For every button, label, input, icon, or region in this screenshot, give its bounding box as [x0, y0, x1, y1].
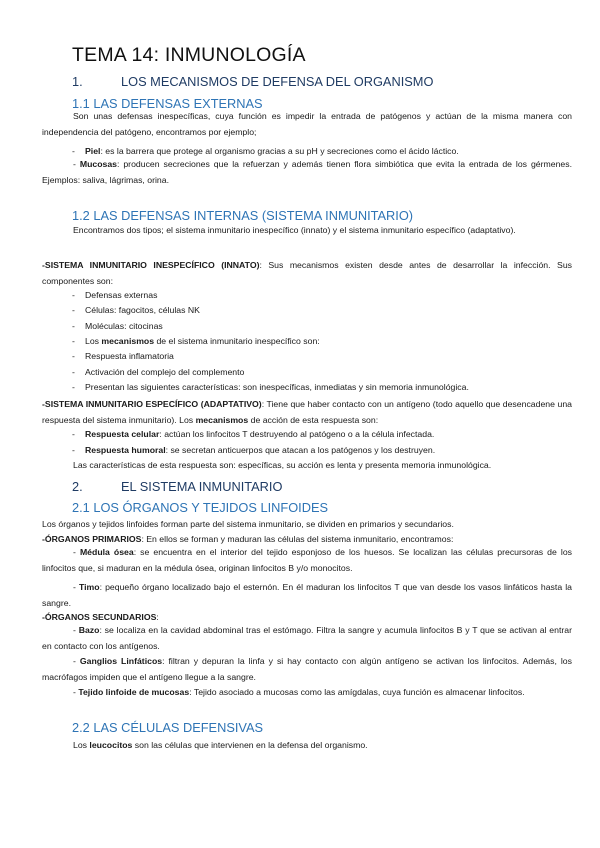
term-text: : Sus mecanismos existen desde antes de desarrollar la infección. Sus componentes son:	[42, 260, 572, 286]
section-2-heading	[72, 479, 282, 494]
term: Mucosas	[79, 159, 118, 169]
list-item-piel: - Piel: es la barrera que protege al organismo gracias a su pH y secreciones como el ácido láctico.	[72, 146, 459, 156]
list-item: - Células: fagocitos, células NK	[72, 305, 200, 315]
term-text: : producen secreciones que la refuerzan y además tienen flora simbiótica que evita la entrada de los gérmenes. Ejemplos: saliva, lágrimas, orina.	[42, 159, 572, 185]
innato-paragraph	[42, 258, 572, 289]
term: -SISTEMA INMUNITARIO INESPECÍFICO (INNATO)	[42, 260, 260, 270]
adaptativo-paragraph: -SISTEMA INMUNITARIO ESPECÍFICO (ADAPTATIVO): Tiene que haber contacto con un antígeno (todo aquello que desencadene una respuesta del sistema inmunitario). Los mecanismos de acción de esta respuesta son:	[42, 399, 572, 425]
subsection-1-2-heading: 1.2 LAS DEFENSAS INTERNAS (SISTEMA INMUNITARIO)	[72, 208, 414, 223]
list-item: - Defensas externas	[72, 290, 158, 300]
list-item: - Activación del complejo del complemento	[72, 367, 245, 377]
term: -SISTEMA INMUNITARIO ESPECÍFICO (ADAPTATIVO)	[42, 399, 262, 409]
list-item: - Moléculas: citocinas	[72, 321, 163, 331]
organos-secundarios-line: -ÓRGANOS SECUNDARIOS:	[42, 612, 159, 622]
organos-intro: Los órganos y tejidos linfoides forman parte del sistema inmunitario, se dividen en primarios y secundarios.	[42, 519, 454, 529]
organos-primarios-line: -ÓRGANOS PRIMARIOS: En ellos se forman y maduran las células del sistema inmunitario, encontramos:	[42, 534, 454, 544]
section-1-heading	[72, 74, 433, 89]
medula-osea-paragraph: - Médula ósea: se encuentra en el interior del tejido esponjoso de los huesos. Se localizan las células precursoras de los linfocitos que, si maduran en la médula ósea, originan linfocitos B y/o monocitos.	[42, 547, 572, 573]
ganglios-paragraph: - Ganglios Linfáticos: filtran y depuran la linfa y si hay contacto con algún antígeno se activan los linfocitos. Además, los macrófagos impiden que el antígeno llegue a la sangre.	[42, 656, 572, 682]
section-title: LOS MECANISMOS DE DEFENSA DEL ORGANISMO	[121, 74, 434, 89]
caracteristicas-line: Las características de esta respuesta son: específicas, su acción es lenta y presenta memoria inmunológica.	[73, 460, 492, 470]
subsection-2-1-heading: 2.1 LOS ÓRGANOS Y TEJIDOS LINFOIDES	[72, 500, 329, 515]
list-item-mucosas: - Mucosas: producen secreciones que la refuerzan y además tienen flora simbiótica que evita la entrada de los gérmenes. Ejemplos: saliva, lágrimas, orina.	[42, 159, 572, 185]
celulas-defensivas-line: Los leucocitos son las células que intervienen en la defensa del organismo.	[73, 740, 368, 750]
defensas-externas-intro: Son unas defensas inespecíficas, cuya función es impedir la entrada de patógenos y actúan de la misma manera con independencia del patógeno, encontramos por ejemplo;	[42, 111, 572, 137]
tejido-linfoide-paragraph: - Tejido linfoide de mucosas: Tejido asociado a mucosas como las amígdalas, cuya función es almacenar linfocitos.	[73, 687, 525, 697]
term: Piel	[85, 146, 101, 156]
list-item-respuesta-celular: - Respuesta celular: actúan los linfocitos T destruyendo al patógeno o a la célula infectada.	[72, 429, 435, 439]
list-item: - Presentan las siguientes características: son inespecíficas, inmediatas y sin memoria inmunológica.	[72, 382, 469, 392]
subsection-2-2-heading: 2.2 LAS CÉLULAS DEFENSIVAS	[72, 720, 264, 735]
bazo-paragraph: - Bazo: se localiza en la cavidad abdominal tras el estómago. Filtra la sangre y acumula linfocitos B y T que se activan al entrar en contacto con los antígenos.	[42, 625, 573, 651]
page-title: TEMA 14: INMUNOLOGÍA	[72, 44, 306, 66]
section-number: 2.	[72, 479, 83, 494]
list-item-respuesta-humoral: - Respuesta humoral: se secretan anticuerpos que atacan a los patógenos y los destruyen.	[72, 445, 436, 455]
term-text: : es la barrera que protege al organismo gracias a su pH y secreciones como el ácido láctico.	[100, 146, 459, 156]
section-title: EL SISTEMA INMUNITARIO	[121, 479, 283, 494]
subsection-1-1-heading: 1.1 LAS DEFENSAS EXTERNAS	[72, 96, 263, 111]
timo-paragraph: - Timo: pequeño órgano localizado bajo el esternón. En él maduran los linfocitos T que van desde los vasos linfáticos hasta la sangre.	[42, 582, 572, 608]
defensas-internas-intro: Encontramos dos tipos; el sistema inmunitario inespecífico (innato) y el sistema inmunitario específico (adaptativo).	[73, 225, 516, 235]
list-item: - Los mecanismos de el sistema inmunitario inespecífico son:	[72, 336, 320, 346]
list-item: - Respuesta inflamatoria	[72, 351, 174, 361]
section-number: 1.	[72, 74, 83, 89]
